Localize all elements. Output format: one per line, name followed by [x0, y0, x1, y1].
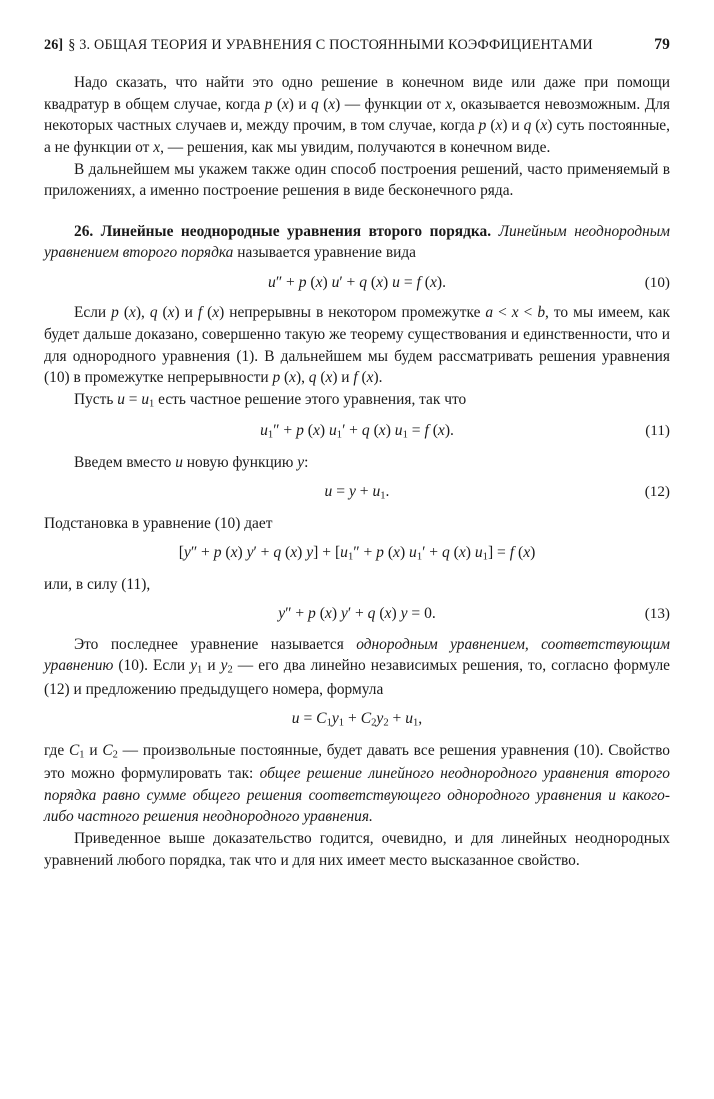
equation-long-body: [y″ + p (x) y′ + q (x) $y] + [u_1'' + p$ (x) $u_1' + q$ (x) $u_1] = f$ (x)	[178, 544, 536, 564]
equation-13-body: y″ + p (x) y′ + q (x) y = 0.	[278, 605, 436, 623]
paragraph-1: Надо сказать, что найти это одно решение в конечном виде или даже при помощи квадратур в общем случае, когда p (x) и q (x) — функции от x, оказывается невозможным. Для некоторых частных случаев и, между прочим, в том случае, когда p (x) и q (x) суть постоянные, а не функции от x, — решения, как мы увидим, получаются в конечном виде.	[44, 74, 670, 156]
equation-14-body: $u = C_1y_1 + C_2y_2 + u_1$,	[291, 710, 423, 729]
equation-10-number: (10)	[644, 274, 670, 292]
equation-11-number: (11)	[645, 422, 670, 440]
section-lead-rest: называется уравнение вида	[237, 244, 417, 262]
equation-11-body: $u_1'' + p$ (x) $u_1' + q$ (x) $u_1 = f$ (x).	[260, 422, 454, 441]
equation-long	[44, 543, 670, 564]
paragraph-2: В дальнейшем мы укажем также один способ построения решений, часто применяемый в приложениях, а именно построение решения в виде бесконечного ряда.	[44, 160, 670, 200]
paragraph-8: Это последнее уравнение называется однородным уравнением, соответствующим уравнению (10). Если $y_1$ и $y_2$ — его два линейно независимых решения, то, согласно формуле (12) и предложению предыдущего номера, формула	[44, 635, 670, 698]
equation-13	[44, 604, 670, 624]
section-number: 26.	[74, 222, 94, 240]
equation-10	[44, 273, 670, 293]
equation-12-number: (12)	[644, 483, 670, 501]
running-head	[44, 36, 670, 54]
paragraph-5: Введем вместо u новую функцию y:	[74, 453, 309, 471]
equation-12-body: $u = y + u_1$.	[324, 483, 390, 502]
paragraph-4: Пусть $u = u_1$ есть частное решение этого уравнения, так что	[74, 390, 467, 410]
header-title: § 3. ОБЩАЯ ТЕОРИЯ И УРАВНЕНИЯ С ПОСТОЯННЫМИ КОЭФФИЦИЕНТАМИ	[68, 37, 593, 53]
paragraph-6: Подстановка в уравнение (10) дает	[44, 514, 273, 532]
equation-11	[44, 421, 670, 442]
equation-14	[44, 709, 670, 730]
section-title: Линейные неоднородные уравнения второго порядка.	[100, 222, 492, 240]
section-heading	[44, 221, 670, 264]
equation-12	[44, 482, 670, 503]
paragraph-3: Если p (x), q (x) и f (x) непрерывны в некотором промежутке a < x < b, то мы имеем, как будет дальше доказано, совершенно такую же теорему существования и единственности, что и для однородного уравнения (1). В дальнейшем мы будем рассматривать решения уравнения (10) в промежутке непрерывности p (x), q (x) и f (x).	[44, 304, 670, 387]
paragraph-9: где $C_1$ и $C_2$ — произвольные постоянные, будет давать все решения уравнения (10). Свойство это можно формулировать так: общее решение линейного неоднородного уравнения второго порядка равно сумме общего решения соответствующего однородного уравнения и какого-либо частного решения неоднородного уравнения.	[44, 741, 670, 826]
page-number: 79	[654, 36, 670, 53]
paragraph-10: Приведенное выше доказательство годится, очевидно, и для линейных неоднородных уравнений любого порядка, так что и для них имеет место высказанное свойство.	[44, 829, 670, 869]
equation-10-body: u″ + p (x) u′ + q (x) u = f (x).	[268, 274, 446, 292]
section-lead-italic: Линейным неоднородным уравнением второго порядка	[44, 222, 670, 262]
paragraph-7: или, в силу (11),	[44, 575, 151, 593]
equation-13-number: (13)	[644, 605, 670, 623]
page-marker: 26]	[44, 37, 64, 53]
